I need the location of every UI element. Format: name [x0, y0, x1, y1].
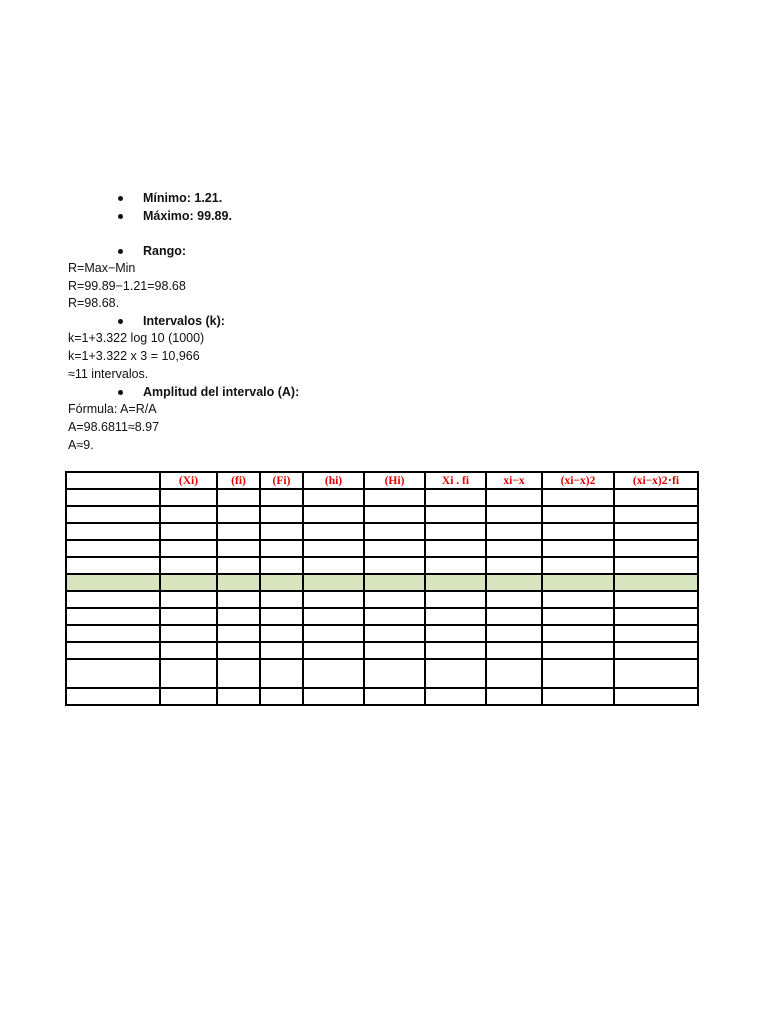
bullet-dot-icon — [118, 319, 123, 324]
rango-line-1: R=Max−Min — [68, 261, 136, 275]
table-cell — [425, 540, 486, 557]
table-cell — [303, 557, 364, 574]
table-cell — [614, 591, 698, 608]
table-cell — [542, 591, 614, 608]
table-cell — [364, 688, 425, 705]
table-cell — [160, 642, 217, 659]
table-cell — [66, 625, 160, 642]
header-cell-xi: (Xi) — [160, 472, 217, 489]
table-cell — [217, 642, 260, 659]
amplitud-line-3: A≈9. — [68, 438, 94, 452]
table-row — [66, 523, 698, 540]
table-cell — [614, 540, 698, 557]
table-row — [66, 557, 698, 574]
table-cell — [364, 523, 425, 540]
table-cell — [303, 574, 364, 591]
table-cell — [260, 540, 303, 557]
intervalos-line-1: k=1+3.322 log 10 (1000) — [68, 331, 205, 345]
table-cell — [542, 574, 614, 591]
table-cell — [160, 540, 217, 557]
table-cell — [260, 688, 303, 705]
header-cell-fi-cum: (Fi) — [260, 472, 303, 489]
bullet-dot-icon — [118, 196, 123, 201]
header-cell-blank — [66, 472, 160, 489]
table-cell — [260, 642, 303, 659]
table-cell — [542, 523, 614, 540]
table-cell — [364, 540, 425, 557]
table-cell — [260, 608, 303, 625]
table-cell — [160, 591, 217, 608]
rango-line-3: R=98.68. — [68, 296, 120, 310]
table-cell — [303, 540, 364, 557]
table-cell — [260, 591, 303, 608]
table-cell — [160, 659, 217, 688]
table-cell — [303, 591, 364, 608]
table-cell — [425, 574, 486, 591]
table-cell — [486, 659, 542, 688]
table-cell — [486, 574, 542, 591]
table-cell — [364, 489, 425, 506]
intervalos-line-3: ≈11 intervalos. — [68, 367, 149, 381]
table-cell — [217, 608, 260, 625]
table-cell — [542, 557, 614, 574]
table-cell — [364, 574, 425, 591]
table-cell — [614, 557, 698, 574]
table-cell — [66, 506, 160, 523]
table-cell — [614, 688, 698, 705]
table-cell — [303, 608, 364, 625]
table-cell — [303, 659, 364, 688]
table-cell — [260, 523, 303, 540]
table-row — [66, 659, 698, 688]
table-cell — [260, 506, 303, 523]
table-cell — [425, 506, 486, 523]
table-cell — [614, 489, 698, 506]
table-cell — [614, 659, 698, 688]
table-cell — [542, 642, 614, 659]
table-cell — [614, 642, 698, 659]
table-cell — [303, 625, 364, 642]
amplitud-line-2: A=98.6811≈8.97 — [68, 420, 160, 434]
table-cell — [217, 688, 260, 705]
table-cell — [66, 540, 160, 557]
table-cell — [217, 659, 260, 688]
table-cell — [425, 625, 486, 642]
table-row — [66, 540, 698, 557]
table-row — [66, 506, 698, 523]
table-cell — [486, 489, 542, 506]
amplitud-line-1: Fórmula: A=R/A — [68, 402, 157, 416]
table-cell — [260, 557, 303, 574]
table-cell — [217, 506, 260, 523]
table-cell — [486, 540, 542, 557]
table-cell — [217, 540, 260, 557]
table-cell — [425, 523, 486, 540]
table-cell — [486, 642, 542, 659]
table-cell — [486, 688, 542, 705]
table-cell — [364, 659, 425, 688]
header-cell-hi: (hi) — [303, 472, 364, 489]
table-cell — [542, 489, 614, 506]
table-cell — [303, 489, 364, 506]
table-cell — [542, 625, 614, 642]
table-cell — [160, 608, 217, 625]
minimo-text: Mínimo: 1.21. — [143, 191, 223, 205]
table-cell — [217, 574, 260, 591]
table-row — [66, 608, 698, 625]
table-cell — [160, 625, 217, 642]
table-row — [66, 591, 698, 608]
table-cell — [614, 506, 698, 523]
table-body — [66, 489, 698, 705]
table-cell — [160, 557, 217, 574]
table-cell — [66, 608, 160, 625]
table-cell — [66, 523, 160, 540]
table-cell — [160, 523, 217, 540]
table-cell — [614, 574, 698, 591]
table-cell — [364, 608, 425, 625]
table-cell — [66, 688, 160, 705]
header-cell-xi-minus-x: xi−x — [486, 472, 542, 489]
table-cell — [260, 625, 303, 642]
table-cell — [542, 506, 614, 523]
table-cell — [217, 557, 260, 574]
table-cell — [66, 591, 160, 608]
table-cell — [66, 557, 160, 574]
table-row — [66, 574, 698, 591]
table-cell — [364, 506, 425, 523]
table-header-row — [66, 472, 698, 489]
table-cell — [160, 489, 217, 506]
table-cell — [217, 523, 260, 540]
table-cell — [364, 642, 425, 659]
table-cell — [66, 489, 160, 506]
header-cell-xi-fi: Xi . fi — [425, 472, 486, 489]
table-cell — [303, 688, 364, 705]
table-cell — [66, 574, 160, 591]
table-cell — [160, 574, 217, 591]
table-cell — [542, 688, 614, 705]
table-cell — [425, 557, 486, 574]
table-cell — [486, 557, 542, 574]
table-cell — [614, 608, 698, 625]
table-cell — [542, 608, 614, 625]
table-cell — [364, 557, 425, 574]
table-cell — [217, 489, 260, 506]
rango-title: Rango: — [143, 244, 187, 258]
table-cell — [66, 659, 160, 688]
table-cell — [217, 591, 260, 608]
table-cell — [425, 591, 486, 608]
table-cell — [260, 574, 303, 591]
maximo-text: Máximo: 99.89. — [143, 209, 232, 223]
table-cell — [425, 608, 486, 625]
rango-line-2: R=99.89−1.21=98.68 — [68, 279, 186, 293]
table-cell — [425, 659, 486, 688]
table-cell — [217, 625, 260, 642]
table-cell — [425, 642, 486, 659]
table-cell — [486, 625, 542, 642]
table-cell — [486, 506, 542, 523]
table-cell — [486, 523, 542, 540]
table-cell — [303, 506, 364, 523]
table-cell — [486, 591, 542, 608]
intervalos-line-2: k=1+3.322 x 3 = 10,966 — [68, 349, 200, 363]
header-cell-xi-minus-x-sq: (xi−x)2 — [542, 472, 614, 489]
table-cell — [303, 523, 364, 540]
table-cell — [160, 506, 217, 523]
bullet-dot-icon — [118, 390, 123, 395]
header-cell-xi-minus-x-sq-fi: (xi−x)2⋅fi — [614, 472, 698, 489]
table-cell — [260, 659, 303, 688]
table-cell — [425, 688, 486, 705]
table-cell — [542, 659, 614, 688]
table-cell — [425, 489, 486, 506]
table-cell — [542, 540, 614, 557]
table-cell — [614, 625, 698, 642]
header-cell-hi-cum: (Hi) — [364, 472, 425, 489]
bullet-dot-icon — [118, 214, 123, 219]
table-row — [66, 688, 698, 705]
table-cell — [486, 608, 542, 625]
table-cell — [364, 591, 425, 608]
table-cell — [303, 642, 364, 659]
table-cell — [66, 642, 160, 659]
table-cell — [260, 489, 303, 506]
intervalos-title: Intervalos (k): — [143, 314, 225, 328]
amplitud-title: Amplitud del intervalo (A): — [143, 385, 300, 399]
table-cell — [160, 688, 217, 705]
table-row — [66, 625, 698, 642]
table-cell — [614, 523, 698, 540]
table-cell — [364, 625, 425, 642]
header-cell-fi: (fi) — [217, 472, 260, 489]
table-row — [66, 642, 698, 659]
frequency-table — [65, 471, 699, 706]
bullet-dot-icon — [118, 249, 123, 254]
table-row — [66, 489, 698, 506]
